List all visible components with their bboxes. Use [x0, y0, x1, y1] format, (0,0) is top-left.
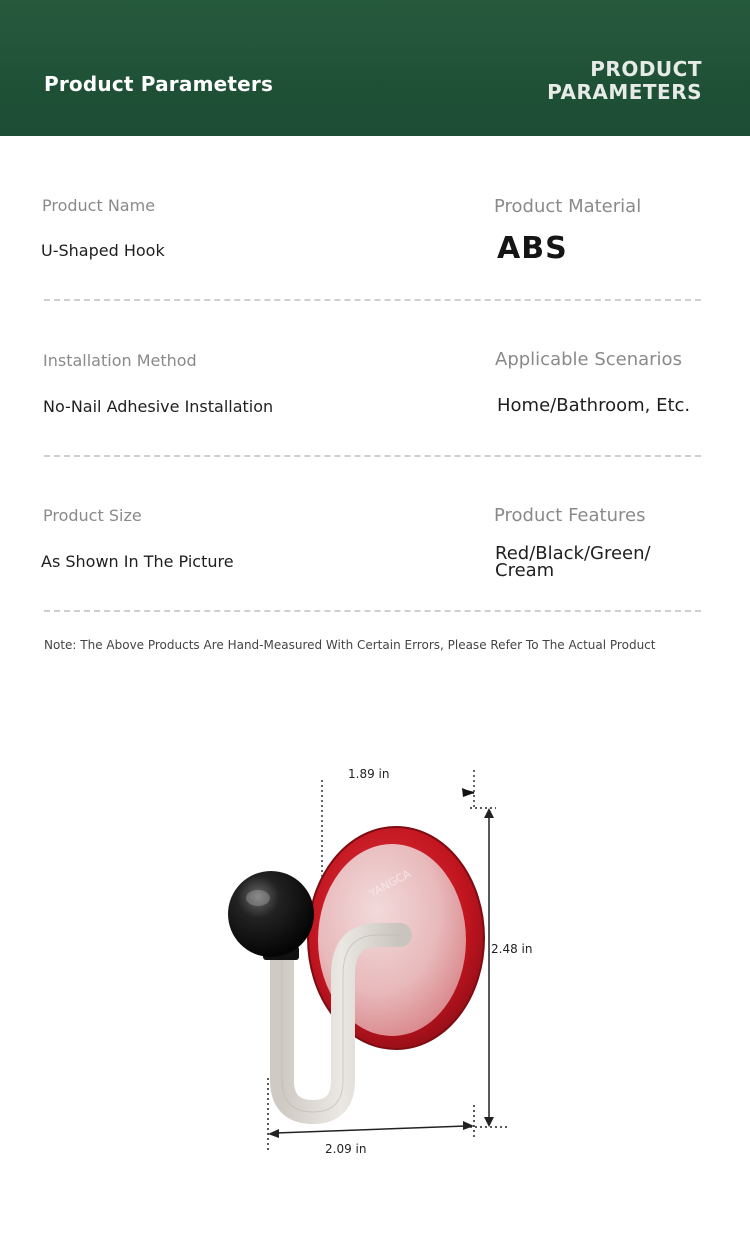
product-name-label: Product Name [42, 196, 156, 215]
applicable-scenarios-label: Applicable Scenarios [495, 349, 682, 370]
dimension-right-label: 2.48 in [491, 942, 533, 956]
page-title: Product Parameters [44, 72, 274, 96]
applicable-scenarios-value: Home/Bathroom, Etc. [497, 395, 691, 416]
product-size-value: As Shown In The Picture [41, 552, 234, 571]
header-badge-line1: PRODUCT [590, 57, 702, 81]
header-badge-line2: PARAMETERS [547, 80, 702, 104]
product-material-value: ABS [497, 231, 568, 266]
product-features-value-line2: Cream [495, 560, 555, 581]
product-features-value-line1: Red/Black/Green/ [495, 543, 651, 564]
dimension-bottom-label: 2.09 in [325, 1142, 367, 1156]
hook-knob [228, 871, 314, 960]
brand-logo-text: YANGCA [366, 867, 414, 900]
installation-method-label: Installation Method [43, 351, 197, 370]
measurement-note: Note: The Above Products Are Hand-Measured With Certain Errors, Please Refer To The Actual Product [44, 638, 656, 652]
product-features-label: Product Features [494, 505, 646, 526]
installation-method-value: No-Nail Adhesive Installation [43, 397, 274, 416]
product-material-label: Product Material [494, 196, 642, 217]
product-size-label: Product Size [43, 506, 142, 525]
product-name-value: U-Shaped Hook [41, 241, 165, 260]
dimension-top-label: 1.89 in [348, 767, 390, 781]
